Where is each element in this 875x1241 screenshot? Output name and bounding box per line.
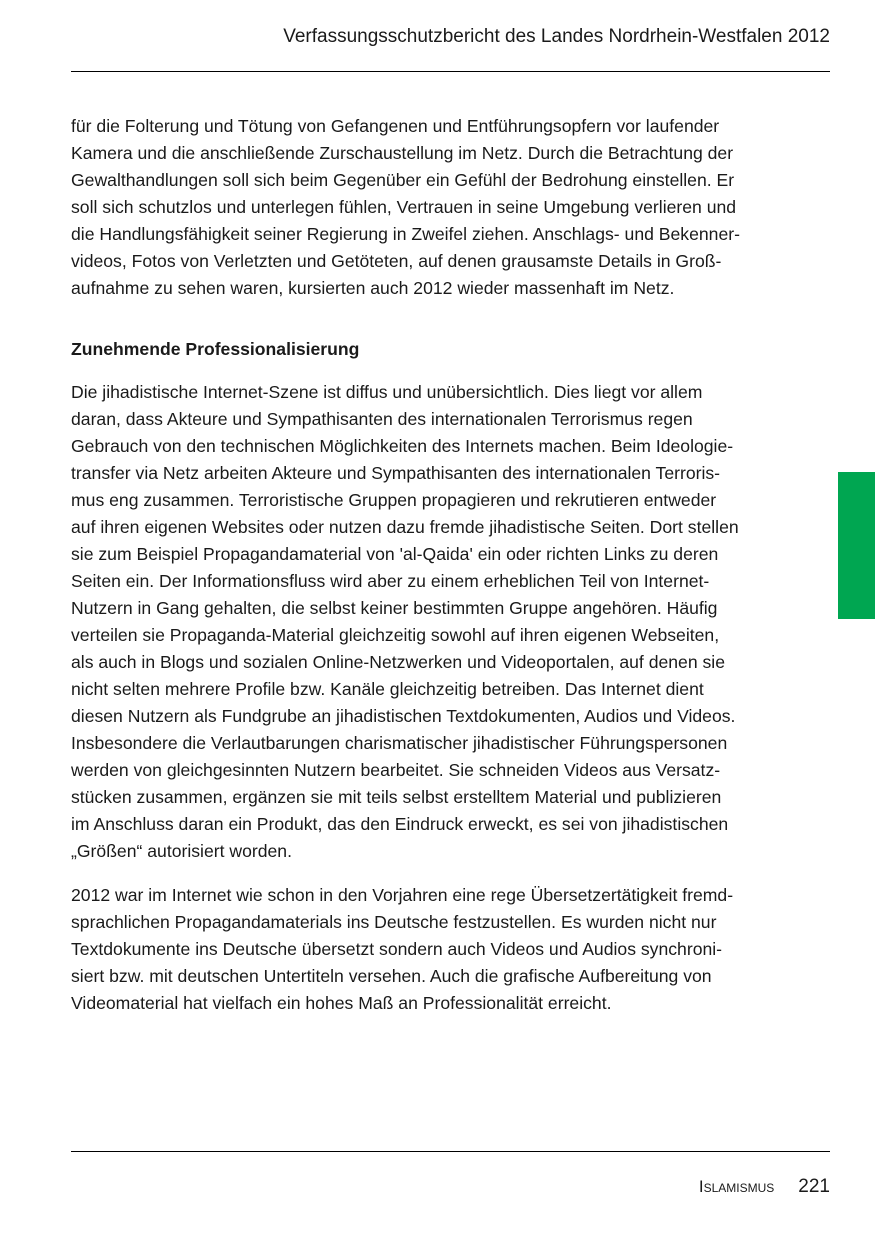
text-line: siert bzw. mit deutschen Untertiteln versehen. Auch die grafische Aufbereitung von bbox=[71, 966, 712, 986]
text-line: Die jihadistische Internet-Szene ist diffus und unübersichtlich. Dies liegt vor allem bbox=[71, 382, 703, 402]
footer-divider bbox=[71, 1151, 830, 1152]
running-footer bbox=[699, 1175, 830, 1199]
page-number: 221 bbox=[798, 1176, 830, 1197]
text-line: Nutzern in Gang gehalten, die selbst keiner bestimmten Gruppe angehören. Häufig bbox=[71, 598, 718, 618]
section-paragraph-1 bbox=[71, 379, 811, 865]
text-line: daran, dass Akteure und Sympathisanten des internationalen Terrorismus regen bbox=[71, 409, 693, 429]
text-line: auf ihren eigenen Websites oder nutzen dazu fremde jihadistische Seiten. Dort stellen bbox=[71, 517, 739, 537]
running-header: Verfassungsschutzbericht des Landes Nordrhein-Westfalen 2012 bbox=[283, 26, 830, 47]
text-line: Textdokumente ins Deutsche übersetzt sondern auch Videos und Audios synchroni- bbox=[71, 939, 723, 959]
text-line: mus eng zusammen. Terroristische Gruppen propagieren und rekrutieren entweder bbox=[71, 490, 717, 510]
text-line: transfer via Netz arbeiten Akteure und Sympathisanten des internationalen Terroris- bbox=[71, 463, 721, 483]
text-line: Kamera und die anschließende Zurschaustellung im Netz. Durch die Betrachtung der bbox=[71, 143, 734, 163]
section-heading: Zunehmende Professionalisierung bbox=[71, 339, 360, 359]
section-paragraph-2 bbox=[71, 882, 811, 1017]
text-line: stücken zusammen, ergänzen sie mit teils selbst erstelltem Material und publizieren bbox=[71, 787, 722, 807]
text-line: die Handlungsfähigkeit seiner Regierung in Zweifel ziehen. Anschlags- und Bekenner- bbox=[71, 224, 740, 244]
text-line: für die Folterung und Tötung von Gefangenen und Entführungsopfern vor laufender bbox=[71, 116, 720, 136]
page-body bbox=[71, 113, 811, 1017]
text-line: im Anschluss daran ein Produkt, das den Eindruck erweckt, es sei von jihadistischen bbox=[71, 814, 729, 834]
text-line: nicht selten mehrere Profile bzw. Kanäle gleichzeitig betreiben. Das Internet dient bbox=[71, 679, 704, 699]
header-divider bbox=[71, 71, 830, 72]
footer-section-name: Islamismus bbox=[698, 1177, 775, 1196]
text-line: Gebrauch von den technischen Möglichkeiten des Internets machen. Beim Ideologie- bbox=[71, 436, 734, 456]
text-line: aufnahme zu sehen waren, kursierten auch 2012 wieder massenhaft im Netz. bbox=[71, 278, 675, 298]
text-line: sie zum Beispiel Propagandamaterial von 'al-Qaida' ein oder richten Links zu deren bbox=[71, 544, 719, 564]
text-line: sprachlichen Propagandamaterials ins Deutsche festzustellen. Es wurden nicht nur bbox=[71, 912, 717, 932]
text-line: verteilen sie Propaganda-Material gleichzeitig sowohl auf ihren eigenen Webseiten, bbox=[71, 625, 720, 645]
text-line: diesen Nutzern als Fundgrube an jihadistischen Textdokumenten, Audios und Videos. bbox=[71, 706, 736, 726]
intro-paragraph bbox=[71, 113, 811, 302]
text-line: videos, Fotos von Verletzten und Getöteten, auf denen grausamste Details in Groß- bbox=[71, 251, 722, 271]
text-line: Videomaterial hat vielfach ein hohes Maß an Professionalität erreicht. bbox=[71, 993, 612, 1013]
text-line: „Größen“ autorisiert worden. bbox=[71, 841, 292, 861]
text-line: werden von gleichgesinnten Nutzern bearbeitet. Sie schneiden Videos aus Versatz- bbox=[71, 760, 721, 780]
chapter-marker-tab bbox=[838, 472, 875, 619]
text-line: 2012 war im Internet wie schon in den Vorjahren eine rege Übersetzertätigkeit fremd- bbox=[71, 885, 734, 905]
text-line: als auch in Blogs und sozialen Online-Netzwerken und Videoportalen, auf denen sie bbox=[71, 652, 726, 672]
text-line: Seiten ein. Der Informationsfluss wird aber zu einem erheblichen Teil von Internet- bbox=[71, 571, 710, 591]
text-line: Gewalthandlungen soll sich beim Gegenüber ein Gefühl der Bedrohung einstellen. Er bbox=[71, 170, 735, 190]
text-line: Insbesondere die Verlautbarungen charismatischer jihadistischer Führungspersonen bbox=[71, 733, 728, 753]
text-line: soll sich schutzlos und unterlegen fühlen, Vertrauen in seine Umgebung verlieren und bbox=[71, 197, 737, 217]
